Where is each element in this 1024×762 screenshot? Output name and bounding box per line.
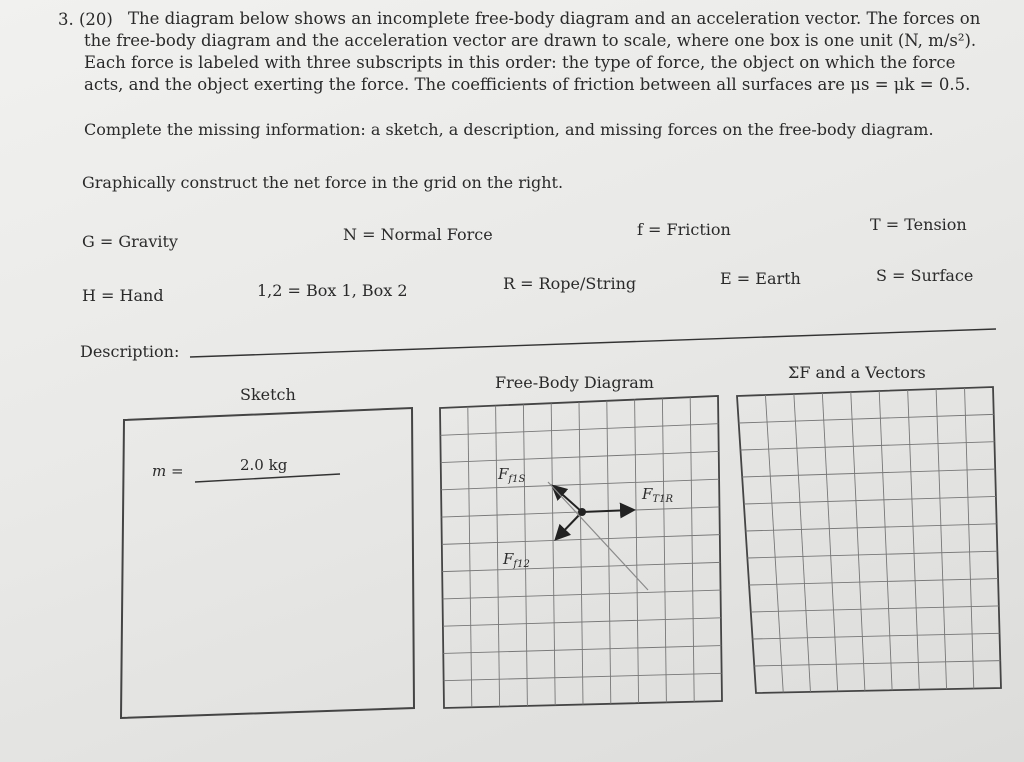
legend-rope: R = Rope/String — [503, 274, 637, 293]
instruction-construct: Graphically construct the net force in the grid on the right. — [82, 173, 564, 192]
friction-box-vector — [557, 512, 582, 538]
net-title: ΣF and a Vectors — [788, 363, 926, 382]
description-label: Description: — [80, 342, 180, 361]
mass-value: 2.0 kg — [240, 456, 288, 474]
legend-tension: T = Tension — [870, 215, 967, 234]
pencil-line — [548, 482, 648, 590]
problem-line-2: the free-body diagram and the acceleration vector are drawn to scale, where one box is one unit (N, m/s²). — [84, 31, 977, 50]
legend-friction: f = Friction — [637, 220, 731, 239]
mass-label: m = — [152, 462, 184, 480]
sketch-title: Sketch — [240, 385, 296, 404]
legend-surface: S = Surface — [876, 266, 974, 285]
label-t1r: $F_{T1R}$ — [642, 485, 673, 505]
problem-number: 3. (20) — [58, 10, 113, 29]
label-f1s: $F_{f1S}$ — [498, 465, 526, 485]
label-f12: $F_{f12}$ — [503, 550, 530, 570]
tension-vector — [582, 510, 632, 512]
legend-earth: E = Earth — [720, 269, 801, 288]
problem-line-4: acts, and the object exerting the force. The coefficients of friction between all surfaces are μs = μk = 0.5. — [84, 75, 971, 94]
problem-line-3: Each force is labeled with three subscripts in this order: the type of force, the object on which the force — [84, 53, 956, 72]
legend-box: 1,2 = Box 1, Box 2 — [257, 281, 408, 300]
legend-hand: H = Hand — [82, 286, 164, 305]
friction-surface-vector — [554, 487, 582, 512]
fbd-title: Free-Body Diagram — [495, 373, 654, 392]
legend-normal: N = Normal Force — [343, 225, 493, 244]
legend-gravity: G = Gravity — [82, 232, 178, 251]
instruction-complete: Complete the missing information: a sketch, a description, and missing forces on the free-body diagram. — [84, 120, 934, 139]
problem-line-1: The diagram below shows an incomplete free-body diagram and an acceleration vector. The forces on — [128, 9, 981, 28]
